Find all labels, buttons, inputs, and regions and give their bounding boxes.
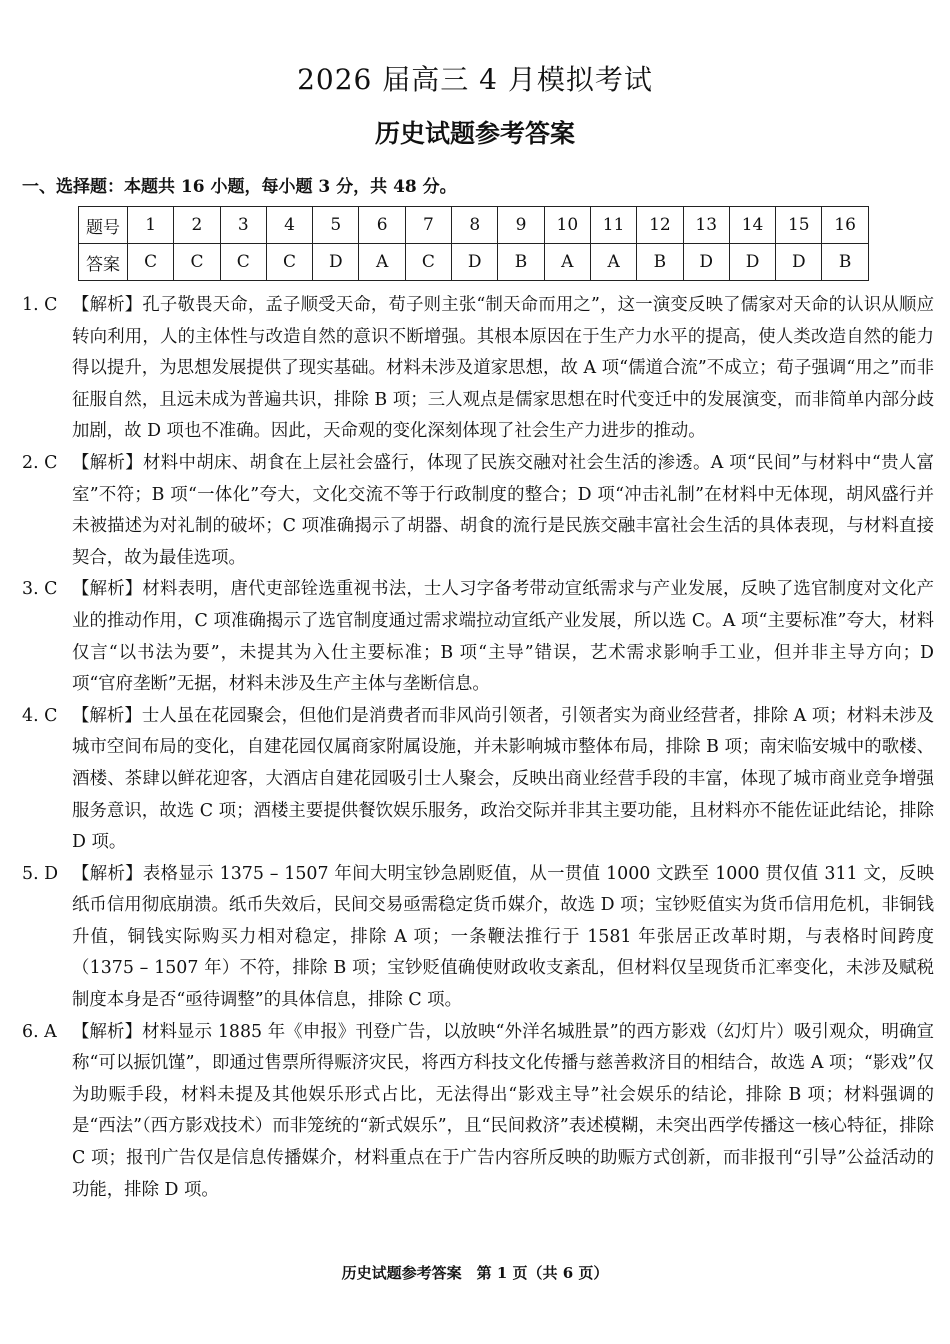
item-explanation-text: 【解析】材料表明，唐代吏部铨选重视书法，士人习字备考带动宣纸需求与产业发展，反映了选官制度对文化产业的推动作用，C 项准确揭示了选官制度通过需求端拉动宣纸产业发展，所以选 C。A 项“主要标准”夸大，材料仅言“以书法为要”，未提其为入仕主要标准；B 项“主导”错误，艺术需求影响手工业，但并非主导方向；D 项“官府垄断”无据，材料未涉及生产主体与垄断信息。 — [72, 579, 934, 695]
item-explanation-text: 【解析】材料中胡床、胡食在上层社会盛行，体现了民族交融对社会生活的渗透。A 项“民间”与材料中“贵人富室”不符；B 项“一体化”夸大，文化交流不等于行政制度的整合；D 项“冲击礼制”在材料中无体现，胡风盛行并未被描述为对礼制的破坏；C 项准确揭示了胡器、胡食的流行是民族交融丰富社会生活的具体表现，与材料直接契合，故为最佳选项。 — [72, 452, 934, 568]
answer-cell: B — [637, 244, 683, 281]
answer-cell: C — [266, 244, 312, 281]
question-number-cell: 11 — [590, 207, 636, 244]
item-number: 4. C — [22, 705, 58, 726]
document-subtitle: 历史试题参考答案 — [374, 119, 575, 148]
answer-cell: D — [729, 244, 775, 281]
answer-cell: B — [498, 244, 544, 281]
question-number-cell: 8 — [452, 207, 498, 244]
page-footer: 历史试题参考答案 第 1 页（共 6 页） — [341, 1264, 609, 1282]
answer-cell: D — [452, 244, 498, 281]
answer-cell: C — [405, 244, 451, 281]
question-number-cell: 4 — [266, 207, 312, 244]
row-label-answer: 答案 — [79, 244, 128, 281]
answer-cell: A — [359, 244, 405, 281]
row-label-number: 题号 — [79, 207, 128, 244]
section-heading: 一、选择题：本题共 16 小题，每小题 3 分，共 48 分。 — [22, 177, 457, 197]
exam-title: 2026 届高三 4 月模拟考试 — [297, 63, 653, 96]
question-number-cell: 10 — [544, 207, 590, 244]
question-number-cell: 6 — [359, 207, 405, 244]
item-explanation-text: 【解析】表格显示 1375 – 1507 年间大明宝钞急剧贬值，从一贯值 1000 文跌至 1000 贯仅值 311 文，反映纸币信用彻底崩溃。纸币失效后，民间交易亟需稳定货币媒介，故选 D 项；宝钞贬值实为货币信用危机，非铜钱升值，铜钱实际购买力相对稳定，排除 A 项；一条鞭法推行于 1581 年张居正改革时期，与表格时间跨度（1375 – 1507 年）不符，排除 B 项；宝钞贬值确使财政收支紊乱，但材料仅呈现货币汇率变化，未涉及赋税制度本身是否“亟待调整”的具体信息，排除 C 项。 — [72, 863, 934, 1011]
answer-cell: D — [776, 244, 822, 281]
question-number-cell: 1 — [128, 207, 174, 244]
explanation-item — [22, 1017, 934, 1207]
question-number-cell: 16 — [822, 207, 868, 244]
answer-cell: C — [220, 244, 266, 281]
answer-cell: A — [590, 244, 636, 281]
item-explanation-text: 【解析】材料显示 1885 年《申报》刊登广告，以放映“外洋名城胜景”的西方影戏（幻灯片）吸引观众，明确宣称“可以振饥馑”，即通过售票所得赈济灾民，将西方科技文化传播与慈善救济目的相结合，故选 A 项；“影戏”仅为助赈手段，材料未提及其他娱乐形式占比，无法得出“影戏主导”社会娱乐的结论，排除 B 项；材料强调的是“西法”（西方影戏技术）而非笼统的“新式娱乐”，且“民间救济”表述模糊，未突出西学传播这一核心特征，排除 C 项；报刊广告仅是信息传播媒介，材料重点在于广告内容所反映的助赈方式创新，而非报刊“引导”公益活动的功能，排除 D 项。 — [72, 1021, 935, 1200]
item-explanation-text: 【解析】士人虽在花园聚会，但他们是消费者而非风尚引领者，引领者实为商业经营者，排除 A 项；材料未涉及城市空间布局的变化，自建花园仅属商家附属设施，并未影响城市整体布局，排除 B 项；南宋临安城中的歌楼、酒楼、茶肆以鲜花迎客，大酒店自建花园吸引士人聚会，反映出商业经营手段的丰富，体现了城市商业竞争增强服务意识，故选 C 项；酒楼主要提供餐饮娱乐服务，政治交际并非其主要功能，且材料亦不能佐证此结论，排除 D 项。 — [72, 705, 934, 853]
answer-row — [79, 244, 869, 281]
question-number-cell: 13 — [683, 207, 729, 244]
answer-cell: C — [174, 244, 220, 281]
question-number-row — [79, 207, 869, 244]
item-explanation-text: 【解析】孔子敬畏天命，孟子顺受天命，荀子则主张“制天命而用之”，这一演变反映了儒家对天命的认识从顺应转向利用，人的主体性与改造自然的意识不断增强。其根本原因在于生产力水平的提高，使人类改造自然的能力得以提升，为思想发展提供了现实基础。材料未涉及道家思想，故 A 项“儒道合流”不成立；荀子强调“用之”而非征服自然，且远未成为普遍共识，排除 B 项；三人观点是儒家思想在时代变迁中的发展演变，而非简单内部分歧加剧，故 D 项也不准确。因此，天命观的变化深刻体现了社会生产力进步的推动。 — [72, 295, 934, 442]
question-number-cell: 12 — [637, 207, 683, 244]
item-number: 1. C — [22, 295, 58, 315]
answer-cell: D — [683, 244, 729, 281]
question-number-cell: 15 — [776, 207, 822, 244]
answer-cell: B — [822, 244, 868, 281]
explanation-item — [22, 574, 934, 700]
explanation-item — [22, 859, 934, 1017]
question-number-cell: 2 — [174, 207, 220, 244]
explanation-item — [22, 701, 934, 859]
answer-cell: C — [128, 244, 174, 281]
item-number: 5. D — [22, 863, 59, 884]
question-number-cell: 14 — [729, 207, 775, 244]
item-number: 2. C — [22, 452, 58, 473]
explanation-item — [22, 448, 934, 574]
explanation-item — [22, 290, 934, 448]
question-number-cell: 3 — [220, 207, 266, 244]
question-number-cell: 5 — [313, 207, 359, 244]
explanation-list — [22, 290, 934, 1206]
question-number-cell: 7 — [405, 207, 451, 244]
answer-table — [78, 206, 869, 281]
question-number-cell: 9 — [498, 207, 544, 244]
item-number: 6. A — [22, 1021, 57, 1042]
answer-cell: D — [313, 244, 359, 281]
answer-cell: A — [544, 244, 590, 281]
item-number: 3. C — [22, 579, 58, 600]
